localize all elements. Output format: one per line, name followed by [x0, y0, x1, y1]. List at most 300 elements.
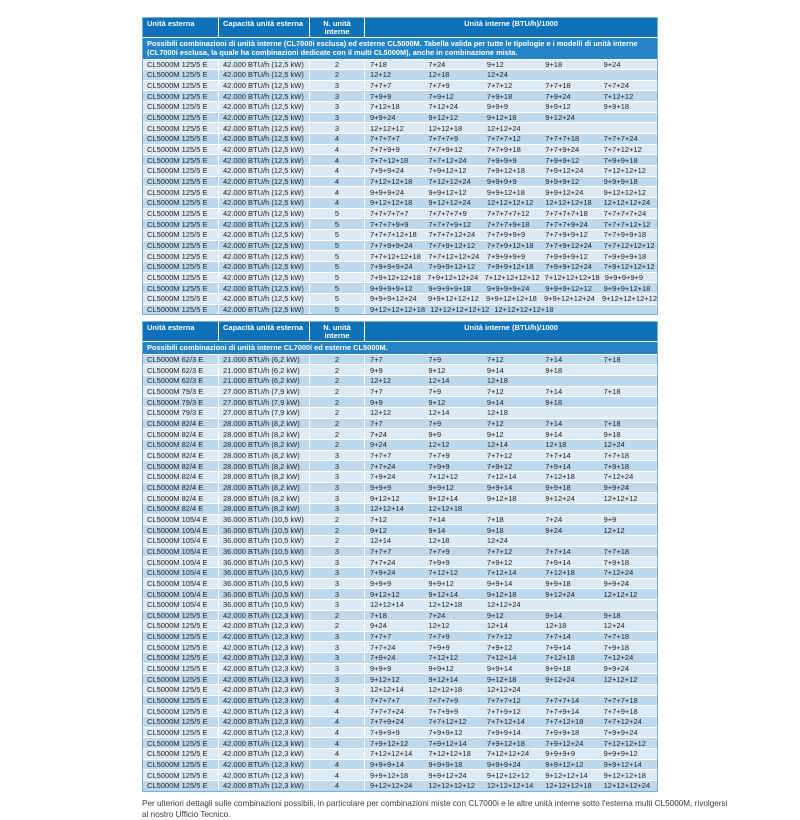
cell-combo: 9+9+9+14 [370, 760, 404, 770]
cell-combo: 9+14 [428, 525, 446, 535]
cell-combo: 7+7+9+24 [370, 717, 404, 727]
header-unita-interne: Unità interne (BTU/h)/1000 [464, 323, 558, 333]
cell-combo: 7+24 [545, 514, 563, 524]
cell-combinations [365, 461, 657, 471]
cell-model: CL5000M 105/4 E [143, 590, 219, 599]
cell-combo: 7+9+9+12+18 [486, 262, 534, 272]
cell-combo: 7+9+24 [370, 568, 396, 578]
cell-n-indoor-units: 3 [310, 483, 365, 492]
cell-combinations [365, 305, 657, 315]
table-row [143, 482, 657, 493]
table-row [143, 567, 657, 578]
cell-model: CL5000M 82/4 E [143, 440, 219, 449]
cell-combo: 7+7+7+14 [545, 696, 580, 706]
cell-model: CL5000M 125/5 E [143, 273, 219, 282]
cell-model: CL5000M 125/5 E [143, 134, 219, 143]
cell-combo: 12+12+12+14 [486, 781, 534, 791]
cell-combo: 7+9+12 [428, 91, 454, 101]
cell-combinations [365, 187, 657, 197]
cell-combinations [365, 123, 657, 133]
cell-combo: 7+7+9+9+9 [486, 230, 526, 240]
cell-combinations [365, 653, 657, 663]
cell-model: CL5000M 125/5 E [143, 252, 219, 261]
table-row [143, 80, 657, 91]
cell-combo: 7+7+7+18 [603, 696, 638, 706]
cell-combinations [365, 134, 657, 144]
table-row [143, 620, 657, 631]
cell-combo: 9+9+18 [545, 482, 571, 492]
cell-combo: 7+7+9+9+18 [603, 230, 647, 240]
cell-combo: 9+9+9 [486, 102, 509, 112]
cell-combo: 7+7+9+18 [603, 706, 638, 716]
cell-capacity: 42.000 BTU/h (12,5 kW) [219, 60, 310, 69]
cell-combinations [365, 696, 657, 706]
cell-capacity: 42.000 BTU/h (12,5 kW) [219, 70, 310, 79]
cell-combo: 9+9+12+18 [486, 187, 525, 197]
cell-capacity: 42.000 BTU/h (12,3 kW) [219, 760, 310, 769]
table-row [143, 208, 657, 219]
cell-combo: 12+12+12+12+18 [494, 304, 554, 314]
header-capacita-unita-esterna: Capacità unità esterna [219, 322, 310, 341]
cell-combinations [365, 102, 657, 112]
cell-combinations [365, 781, 657, 791]
cell-capacity: 28.000 BTU/h (8,2 kW) [219, 451, 310, 460]
cell-combo: 9+9+12+14 [603, 760, 642, 770]
cell-capacity: 27.000 BTU/h (7,9 kW) [219, 398, 310, 407]
cell-combo: 7+9+18 [486, 91, 513, 101]
cell-model: CL5000M 82/4 E [143, 483, 219, 492]
cell-combo: 12+12+12 [603, 589, 638, 599]
cell-combo: 9+9+9+12+12 [545, 283, 592, 293]
cell-combinations [365, 241, 657, 251]
cell-combo: 7+9+9 [428, 642, 450, 652]
cell-combo: 12+12+12+12 [486, 198, 534, 208]
cell-combo: 9+12+12+14 [545, 770, 588, 780]
cell-combo: 12+12+24 [486, 600, 521, 610]
cell-combo: 9+9+9+9+9 [604, 272, 644, 282]
table-row [143, 375, 657, 386]
cell-capacity: 36.000 BTU/h (10,5 kW) [219, 568, 310, 577]
cell-combo: 7+7+9 [428, 81, 450, 91]
cell-combo: 7+9+12+12+24 [427, 272, 479, 282]
cell-combo: 9+18 [486, 525, 504, 535]
cell-combo: 9+12 [486, 59, 504, 69]
cell-combo: 9+9+12 [428, 578, 454, 588]
cell-combo: 9+9+24 [370, 113, 396, 123]
cell-capacity: 21.000 BTU/h (6,2 kW) [219, 355, 310, 364]
cell-model: CL5000M 125/5 E [143, 294, 219, 303]
cell-combo: 7+7+14 [545, 546, 571, 556]
cell-combo: 9+9+12 [545, 102, 571, 112]
cell-n-indoor-units: 3 [310, 472, 365, 481]
cell-combo: 9+18 [603, 610, 621, 620]
cell-capacity: 42.000 BTU/h (12,5 kW) [219, 102, 310, 111]
cell-model: CL5000M 125/5 E [143, 145, 219, 154]
cell-combo: 7+12+18 [545, 568, 575, 578]
cell-combo: 12+12+18 [428, 685, 463, 695]
cell-combo: 7+9+12+18 [486, 166, 525, 176]
cell-combo: 7+7+12+24 [603, 717, 642, 727]
cell-combo: 9+12 [428, 397, 446, 407]
cell-model: CL5000M 125/5 E [143, 781, 219, 790]
cell-combo: 9+12+14 [428, 589, 459, 599]
cell-combinations [365, 621, 657, 631]
cell-combo: 9+12+18 [486, 674, 517, 684]
cell-combo: 7+7+7+24 [370, 706, 404, 716]
cell-combo: 7+7+18 [545, 81, 571, 91]
cell-combo: 12+18 [486, 376, 508, 386]
cell-combo: 7+7+7+9+18 [486, 219, 530, 229]
cell-combo: 7+7+18 [603, 632, 630, 642]
table-row [143, 418, 657, 429]
cell-combo: 7+7+9+9+12 [545, 230, 588, 240]
cell-combo: 7+18 [603, 355, 621, 365]
cell-combo: 9+14 [545, 429, 563, 439]
cell-combo: 7+9+9+9+18 [603, 251, 647, 261]
cell-capacity: 21.000 BTU/h (6,2 kW) [219, 366, 310, 375]
combinations-table-cl7000i [142, 321, 658, 791]
cell-combo: 12+12+12+18 [545, 781, 592, 791]
cell-combo: 7+9 [428, 387, 442, 397]
cell-capacity: 42.000 BTU/h (12,5 kW) [219, 177, 310, 186]
cell-combo: 7+12+12+24 [428, 177, 471, 187]
cell-combo: 7+7+24 [603, 81, 630, 91]
table-row [143, 737, 657, 748]
cell-combo: 9+9+18 [545, 578, 571, 588]
table-row [143, 556, 657, 567]
table-row [143, 176, 657, 187]
cell-n-indoor-units: 4 [310, 696, 365, 705]
cell-model: CL5000M 125/5 E [143, 728, 219, 737]
cell-combo: 12+14 [428, 408, 450, 418]
header-n-unita-interne: N. unità interne [310, 322, 365, 341]
header-unita-esterna: Unità esterna [143, 322, 219, 341]
table-row [143, 460, 657, 471]
cell-capacity: 36.000 BTU/h (10,5 kW) [219, 558, 310, 567]
cell-capacity: 27.000 BTU/h (7,9 kW) [219, 387, 310, 396]
table-body [143, 354, 657, 791]
cell-combo: 12+12 [370, 70, 392, 80]
cell-combo: 12+12+24 [486, 123, 521, 133]
cell-capacity: 42.000 BTU/h (12,3 kW) [219, 675, 310, 684]
table-row [143, 748, 657, 759]
cell-combo: 7+12 [486, 355, 504, 365]
cell-model: CL5000M 105/4 E [143, 526, 219, 535]
cell-combinations [365, 685, 657, 695]
cell-capacity: 42.000 BTU/h (12,5 kW) [219, 113, 310, 122]
cell-combo: 7+7+7+9+24 [545, 219, 588, 229]
cell-combinations [365, 81, 657, 91]
cell-capacity: 42.000 BTU/h (12,5 kW) [219, 156, 310, 165]
cell-model: CL5000M 105/4 E [143, 579, 219, 588]
cell-n-indoor-units: 4 [310, 717, 365, 726]
cell-combo: 9+9+9+9+12 [370, 283, 413, 293]
cell-capacity: 42.000 BTU/h (12,3 kW) [219, 611, 310, 620]
cell-combo: 7+7+9 [428, 546, 450, 556]
cell-combinations [365, 145, 657, 155]
cell-combo: 7+9+9+9 [370, 728, 400, 738]
cell-n-indoor-units: 2 [310, 376, 365, 385]
table-row [143, 186, 657, 197]
cell-combo: 9+12+12+18 [603, 770, 646, 780]
cell-model: CL5000M 125/5 E [143, 198, 219, 207]
cell-combo: 7+7+12 [486, 632, 513, 642]
table-row [143, 759, 657, 770]
cell-combo: 9+12+24 [545, 674, 575, 684]
cell-combo: 9+12+18 [486, 113, 517, 123]
cell-n-indoor-units: 3 [310, 547, 365, 556]
cell-model: CL5000M 125/5 E [143, 60, 219, 69]
cell-capacity: 42.000 BTU/h (12,3 kW) [219, 749, 310, 758]
table-row [143, 439, 657, 450]
cell-combo: 9+12+12+24 [428, 198, 471, 208]
cell-combo: 9+9+24 [603, 578, 630, 588]
cell-model: CL5000M 125/5 E [143, 632, 219, 641]
cell-combo: 7+9+12+14 [428, 738, 467, 748]
cell-combo: 12+14 [486, 621, 508, 631]
cell-model: CL5000M 125/5 E [143, 81, 219, 90]
cell-combo: 7+7+9+12 [486, 706, 521, 716]
cell-combinations [365, 294, 657, 304]
cell-n-indoor-units: 5 [310, 209, 365, 218]
cell-combo: 12+24 [486, 536, 508, 546]
cell-model: CL5000M 105/4 E [143, 547, 219, 556]
cell-combo: 7+7 [370, 355, 383, 365]
cell-combinations [365, 536, 657, 546]
table-row [143, 727, 657, 738]
cell-combo: 7+7+9 [428, 450, 450, 460]
table-row [143, 407, 657, 418]
cell-combinations [365, 589, 657, 599]
cell-combo: 7+7+7+9 [428, 696, 459, 706]
table-row [143, 610, 657, 621]
cell-combo: 7+9+9+12+24 [545, 262, 592, 272]
cell-combo: 7+12+12+12+18 [544, 272, 600, 282]
cell-model: CL5000M 125/5 E [143, 92, 219, 101]
cell-combo: 9+12+12 [428, 113, 459, 123]
cell-n-indoor-units: 5 [310, 230, 365, 239]
cell-combo: 12+12+14 [370, 685, 404, 695]
cell-n-indoor-units: 3 [310, 653, 365, 662]
cell-combo: 7+7+7+12+12 [603, 219, 651, 229]
cell-model: CL5000M 82/4 E [143, 451, 219, 460]
cell-capacity: 42.000 BTU/h (12,5 kW) [219, 252, 310, 261]
cell-combinations [365, 493, 657, 503]
header-capacita-unita-esterna: Capacità unità esterna [219, 18, 310, 37]
cell-combo: 7+7+7 [370, 450, 392, 460]
cell-combo: 12+12+18 [428, 600, 463, 610]
cell-combo: 7+7+7+7+9 [428, 209, 467, 219]
cell-combo: 7+24 [428, 59, 446, 69]
cell-combo: 9+18 [545, 59, 563, 69]
table-row [143, 663, 657, 674]
cell-combo: 7+7+7+9 [428, 134, 459, 144]
cell-combo: 12+12 [428, 440, 450, 450]
table-row [143, 673, 657, 684]
cell-combo: 9+9+18 [545, 664, 571, 674]
cell-model: CL5000M 125/5 E [143, 241, 219, 250]
table-row [143, 578, 657, 589]
cell-combo: 7+12+18 [545, 472, 575, 482]
cell-combo: 7+9+24 [370, 472, 396, 482]
cell-model: CL5000M 125/5 E [143, 284, 219, 293]
cell-capacity: 42.000 BTU/h (12,5 kW) [219, 198, 310, 207]
cell-combinations [365, 419, 657, 429]
cell-capacity: 42.000 BTU/h (12,5 kW) [219, 209, 310, 218]
cell-combo: 9+9+9+12 [545, 177, 580, 187]
cell-n-indoor-units: 3 [310, 664, 365, 673]
cell-model: CL5000M 125/5 E [143, 70, 219, 79]
cell-combo: 7+7+7+7 [370, 134, 400, 144]
cell-n-indoor-units: 2 [310, 536, 365, 545]
cell-combo: 7+7+18 [603, 450, 630, 460]
table-row [143, 503, 657, 514]
cell-combo: 7+9+12 [486, 461, 513, 471]
table-row [143, 599, 657, 610]
cell-n-indoor-units: 4 [310, 188, 365, 197]
cell-n-indoor-units: 4 [310, 198, 365, 207]
cell-model: CL5000M 125/5 E [143, 166, 219, 175]
cell-capacity: 42.000 BTU/h (12,5 kW) [219, 294, 310, 303]
cell-combo: 7+7+7+12+18 [370, 230, 417, 240]
table-row [143, 386, 657, 397]
cell-combo: 7+12+24 [603, 568, 634, 578]
cell-capacity: 42.000 BTU/h (12,5 kW) [219, 273, 310, 282]
cell-combinations [365, 219, 657, 229]
table-row [143, 524, 657, 535]
cell-combo: 7+12+12+18 [428, 749, 471, 759]
cell-model: CL5000M 125/5 E [143, 209, 219, 218]
cell-combo: 7+7+9+18 [486, 145, 521, 155]
cell-combo: 7+7+9+14 [545, 706, 580, 716]
cell-combo: 9+12+12+24 [370, 781, 413, 791]
cell-combo: 7+9+12+12+12 [603, 262, 655, 272]
cell-combo: 7+9+9+12 [545, 155, 580, 165]
cell-n-indoor-units: 5 [310, 241, 365, 250]
cell-model: CL5000M 125/5 E [143, 220, 219, 229]
cell-model: CL5000M 105/4 E [143, 558, 219, 567]
cell-model: CL5000M 79/3 E [143, 398, 219, 407]
cell-combo: 7+12+12+12+12 [484, 272, 540, 282]
cell-capacity: 28.000 BTU/h (8,2 kW) [219, 494, 310, 503]
table-header-row [143, 18, 657, 37]
cell-combo: 12+18 [428, 70, 450, 80]
cell-combo: 7+12+12 [428, 568, 459, 578]
cell-model: CL5000M 125/5 E [143, 685, 219, 694]
cell-n-indoor-units: 2 [310, 526, 365, 535]
cell-combinations [365, 262, 657, 272]
cell-combo: 7+7+9 [428, 632, 450, 642]
cell-combo: 7+7+7+18 [545, 134, 580, 144]
cell-capacity: 42.000 BTU/h (12,3 kW) [219, 643, 310, 652]
cell-model: CL5000M 125/5 E [143, 177, 219, 186]
cell-combo: 9+12+12+12 [603, 187, 646, 197]
cell-combo: 7+9 [428, 355, 442, 365]
cell-combo: 7+7+12+14 [486, 717, 525, 727]
cell-combo: 7+12+14 [486, 472, 517, 482]
table-row [143, 769, 657, 780]
cell-capacity: 42.000 BTU/h (12,3 kW) [219, 739, 310, 748]
cell-combinations [365, 251, 657, 261]
cell-combo: 9+9 [603, 514, 617, 524]
table-row [143, 59, 657, 70]
cell-n-indoor-units: 3 [310, 462, 365, 471]
cell-capacity: 36.000 BTU/h (10,5 kW) [219, 526, 310, 535]
cell-n-indoor-units: 2 [310, 419, 365, 428]
cell-capacity: 42.000 BTU/h (12,3 kW) [219, 664, 310, 673]
cell-combo: 12+14 [428, 376, 450, 386]
cell-n-indoor-units: 4 [310, 177, 365, 186]
cell-capacity: 28.000 BTU/h (8,2 kW) [219, 504, 310, 513]
cell-model: CL5000M 125/5 E [143, 739, 219, 748]
cell-combinations [365, 749, 657, 759]
cell-combo: 7+12+12+12 [603, 738, 646, 748]
cell-n-indoor-units: 4 [310, 749, 365, 758]
cell-combo: 7+9+9+9+9 [486, 251, 526, 261]
cell-combo: 7+7+9+12+18 [486, 240, 534, 250]
cell-combo: 7+12+14 [486, 568, 517, 578]
cell-n-indoor-units: 4 [310, 781, 365, 790]
cell-combinations [365, 365, 657, 375]
cell-model: CL5000M 125/5 E [143, 156, 219, 165]
cell-n-indoor-units: 3 [310, 590, 365, 599]
cell-combo: 7+9+18 [603, 557, 630, 567]
header-unita-interne: Unità interne (BTU/h)/1000 [464, 19, 558, 28]
cell-combo: 7+12+12 [428, 653, 459, 663]
cell-combo: 9+12+24 [545, 493, 575, 503]
cell-n-indoor-units: 3 [310, 81, 365, 90]
cell-combo: 9+9+14 [486, 482, 513, 492]
cell-combinations [365, 155, 657, 165]
cell-combo: 9+9+9+9+18 [428, 283, 471, 293]
table-row [143, 546, 657, 557]
cell-combo: 7+12+12 [428, 472, 459, 482]
cell-combo: 9+9+9+9+24 [486, 283, 530, 293]
cell-capacity: 42.000 BTU/h (12,5 kW) [219, 92, 310, 101]
cell-combinations [365, 209, 657, 219]
cell-combo: 9+9+12+12+12 [427, 294, 479, 304]
cell-combo: 7+12+24 [603, 472, 634, 482]
cell-combo: 12+24 [486, 70, 508, 80]
cell-model: CL5000M 125/5 E [143, 749, 219, 758]
cell-combo: 7+7+9+12+12 [428, 240, 476, 250]
cell-combo: 9+9+9+18 [428, 760, 463, 770]
cell-combo: 12+18 [545, 440, 567, 450]
table-header-row [143, 322, 657, 341]
cell-combo: 7+9+9 [428, 461, 450, 471]
cell-combo: 7+9+12 [486, 642, 513, 652]
cell-capacity: 42.000 BTU/h (12,3 kW) [219, 771, 310, 780]
cell-combo: 9+9+9+18 [603, 177, 638, 187]
cell-combo: 9+12 [486, 610, 504, 620]
cell-capacity: 36.000 BTU/h (10,5 kW) [219, 590, 310, 599]
cell-combo: 7+14 [545, 355, 563, 365]
cell-combo: 7+7+12+18 [370, 155, 409, 165]
cell-combo: 7+9+9 [370, 91, 392, 101]
cell-model: CL5000M 82/4 E [143, 462, 219, 471]
table-row [143, 354, 657, 365]
cell-model: CL5000M 105/4 E [143, 568, 219, 577]
cell-combo: 7+14 [545, 419, 563, 429]
cell-combo: 7+9+9+14 [486, 728, 521, 738]
cell-combo: 9+9 [370, 365, 383, 375]
table-row [143, 780, 657, 791]
cell-model: CL5000M 82/4 E [143, 494, 219, 503]
cell-combo: 9+24 [545, 525, 563, 535]
cell-combo: 12+12+14 [370, 600, 404, 610]
cell-combo: 12+12+12+18 [545, 198, 592, 208]
cell-combo: 7+7+7+12+24 [428, 230, 476, 240]
